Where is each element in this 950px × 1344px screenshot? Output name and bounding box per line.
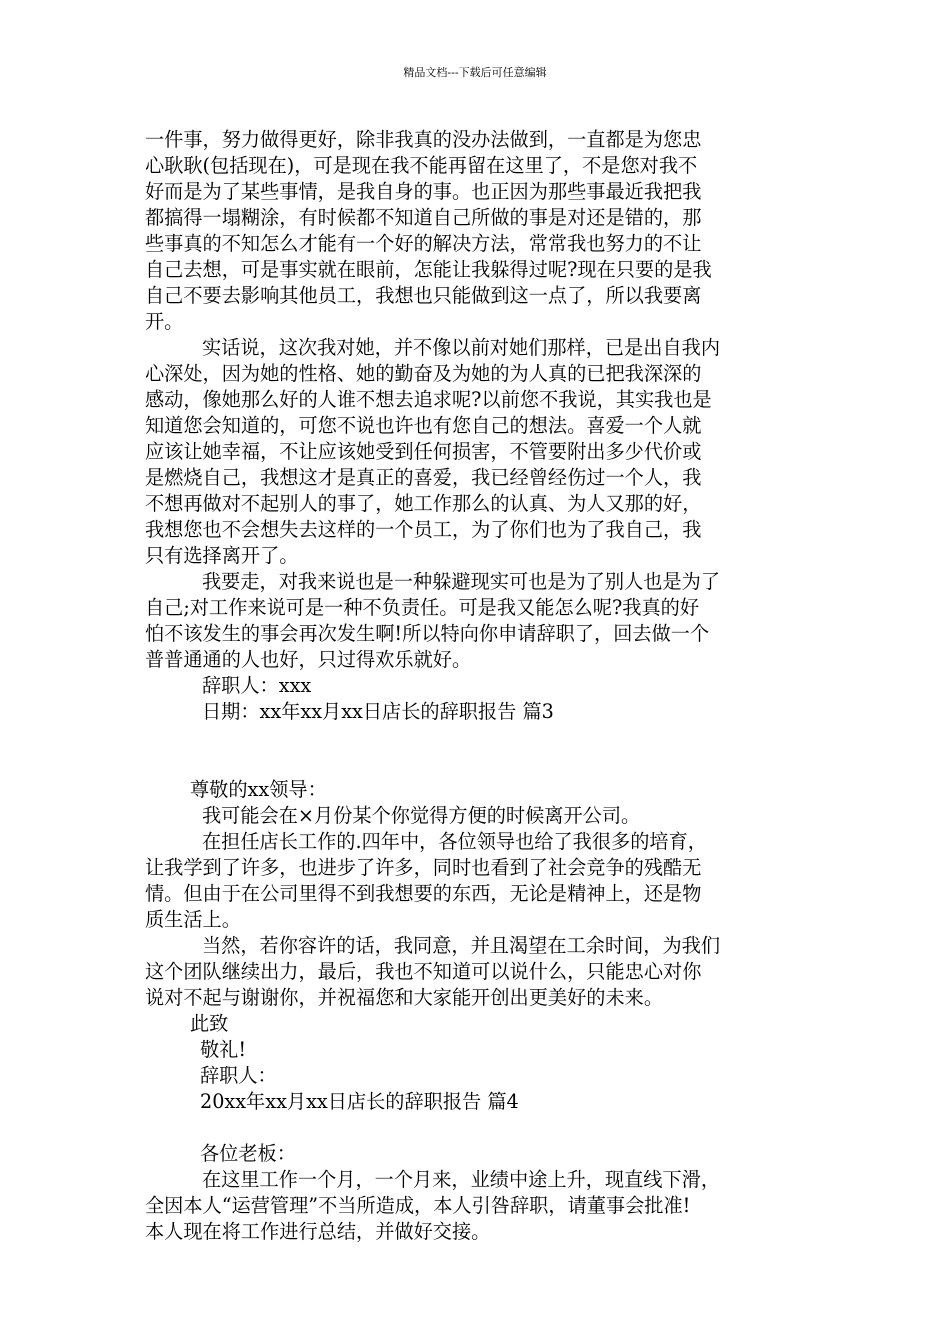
paragraph-line: 质生活上。 (145, 908, 241, 931)
signature-line: 辞职人：xxx (202, 674, 312, 697)
paragraph-line: 自己;对工作来说可是一种不负责任。可是我又能怎么呢?我真的好 (145, 596, 700, 619)
paragraph-line: 心深处，因为她的性格、她的勤奋及为她的为人真的已把我深深的 (145, 362, 702, 385)
paragraph-line: 都搞得一塌糊涂，有时候都不知道自己所做的事是对还是错的，那 (145, 206, 702, 229)
paragraph-line: 应该让她幸福，不让应该她受到任何损害，不管要附出多少代价或 (145, 440, 702, 463)
paragraph-line: 在这里工作一个月，一个月来，业绩中途上升，现直线下滑， (202, 1168, 721, 1191)
paragraph-line: 心耿耿(包括现在)，可是现在我不能再留在这里了，不是您对我不 (145, 154, 698, 177)
salutation-line: 尊敬的xx领导： (190, 778, 327, 801)
paragraph-line: 是燃烧自己，我想这才是真正的喜爱，我已经曾经伤过一个人，我 (145, 466, 702, 489)
page-header: 精品文档---下载后可任意编辑 (403, 66, 547, 79)
paragraph-line: 全因本人“运营管理”不当所造成，本人引咎辞职，请董事会批准! (145, 1194, 691, 1217)
closing-line: 敬礼! (200, 1038, 247, 1061)
paragraph-line: 本人现在将工作进行总结，并做好交接。 (145, 1220, 491, 1243)
paragraph-line: 这个团队继续出力，最后，我也不知道可以说什么，只能忠心对你 (145, 960, 702, 983)
paragraph-line: 开。 (145, 310, 184, 333)
paragraph-line: 不想再做对不起别人的事了，她工作那么的认真、为人又那的好， (145, 492, 702, 515)
date-line: 日期：xx年xx月xx日店长的辞职报告 篇3 (202, 700, 554, 723)
closing-line: 此致 (190, 1012, 229, 1035)
paragraph-line: 好而是为了某些事情，是我自身的事。也正因为那些事最近我把我 (145, 180, 702, 203)
paragraph-line: 怕不该发生的事会再次发生啊!所以特向你申请辞职了，回去做一个 (145, 622, 710, 645)
paragraph-line: 只有选择离开了。 (145, 544, 299, 567)
paragraph-line: 说对不起与谢谢你，并祝福您和大家能开创出更美好的未来。 (145, 986, 664, 1009)
paragraph-line: 感动，像她那么好的人谁不想去追求呢?以前您不我说，其实我也是 (145, 388, 712, 411)
signature-line: 辞职人： (200, 1064, 277, 1087)
paragraph-line: 在担任店长工作的.四年中，各位领导也给了我很多的培育， (202, 830, 707, 853)
paragraph-line: 知道您会知道的，可您不说也许也有您自己的想法。喜爱一个人就 (145, 414, 702, 437)
salutation-line: 各位老板： (200, 1142, 296, 1165)
paragraph-line: 我要走，对我来说也是一种躲避现实可也是为了别人也是为了 (202, 570, 721, 593)
paragraph-line: 自己不要去影响其他员工，我想也只能做到这一点了，所以我要离 (145, 284, 702, 307)
paragraph-line: 普普通通的人也好，只过得欢乐就好。 (145, 648, 472, 671)
paragraph-line: 让我学到了许多，也进步了许多，同时也看到了社会竞争的残酷无 (145, 856, 702, 879)
paragraph-line: 自己去想，可是事实就在眼前，怎能让我躲得过呢?现在只要的是我 (145, 258, 712, 281)
paragraph-line: 我可能会在×月份某个你觉得方便的时候离开公司。 (202, 804, 641, 827)
paragraph-line: 实话说，这次我对她，并不像以前对她们那样，已是出自我内 (202, 336, 721, 359)
paragraph-line: 一件事，努力做得更好，除非我真的没办法做到，一直都是为您忠 (145, 128, 702, 151)
paragraph-line: 当然，若你容许的话，我同意，并且渴望在工余时间，为我们 (202, 934, 721, 957)
date-line: 20xx年xx月xx日店长的辞职报告 篇4 (200, 1090, 519, 1113)
paragraph-line: 我想您也不会想失去这样的一个员工，为了你们也为了我自己，我 (145, 518, 702, 541)
paragraph-line: 情。但由于在公司里得不到我想要的东西，无论是精神上，还是物 (145, 882, 702, 905)
paragraph-line: 些事真的不知怎么才能有一个好的解决方法，常常我也努力的不让 (145, 232, 702, 255)
